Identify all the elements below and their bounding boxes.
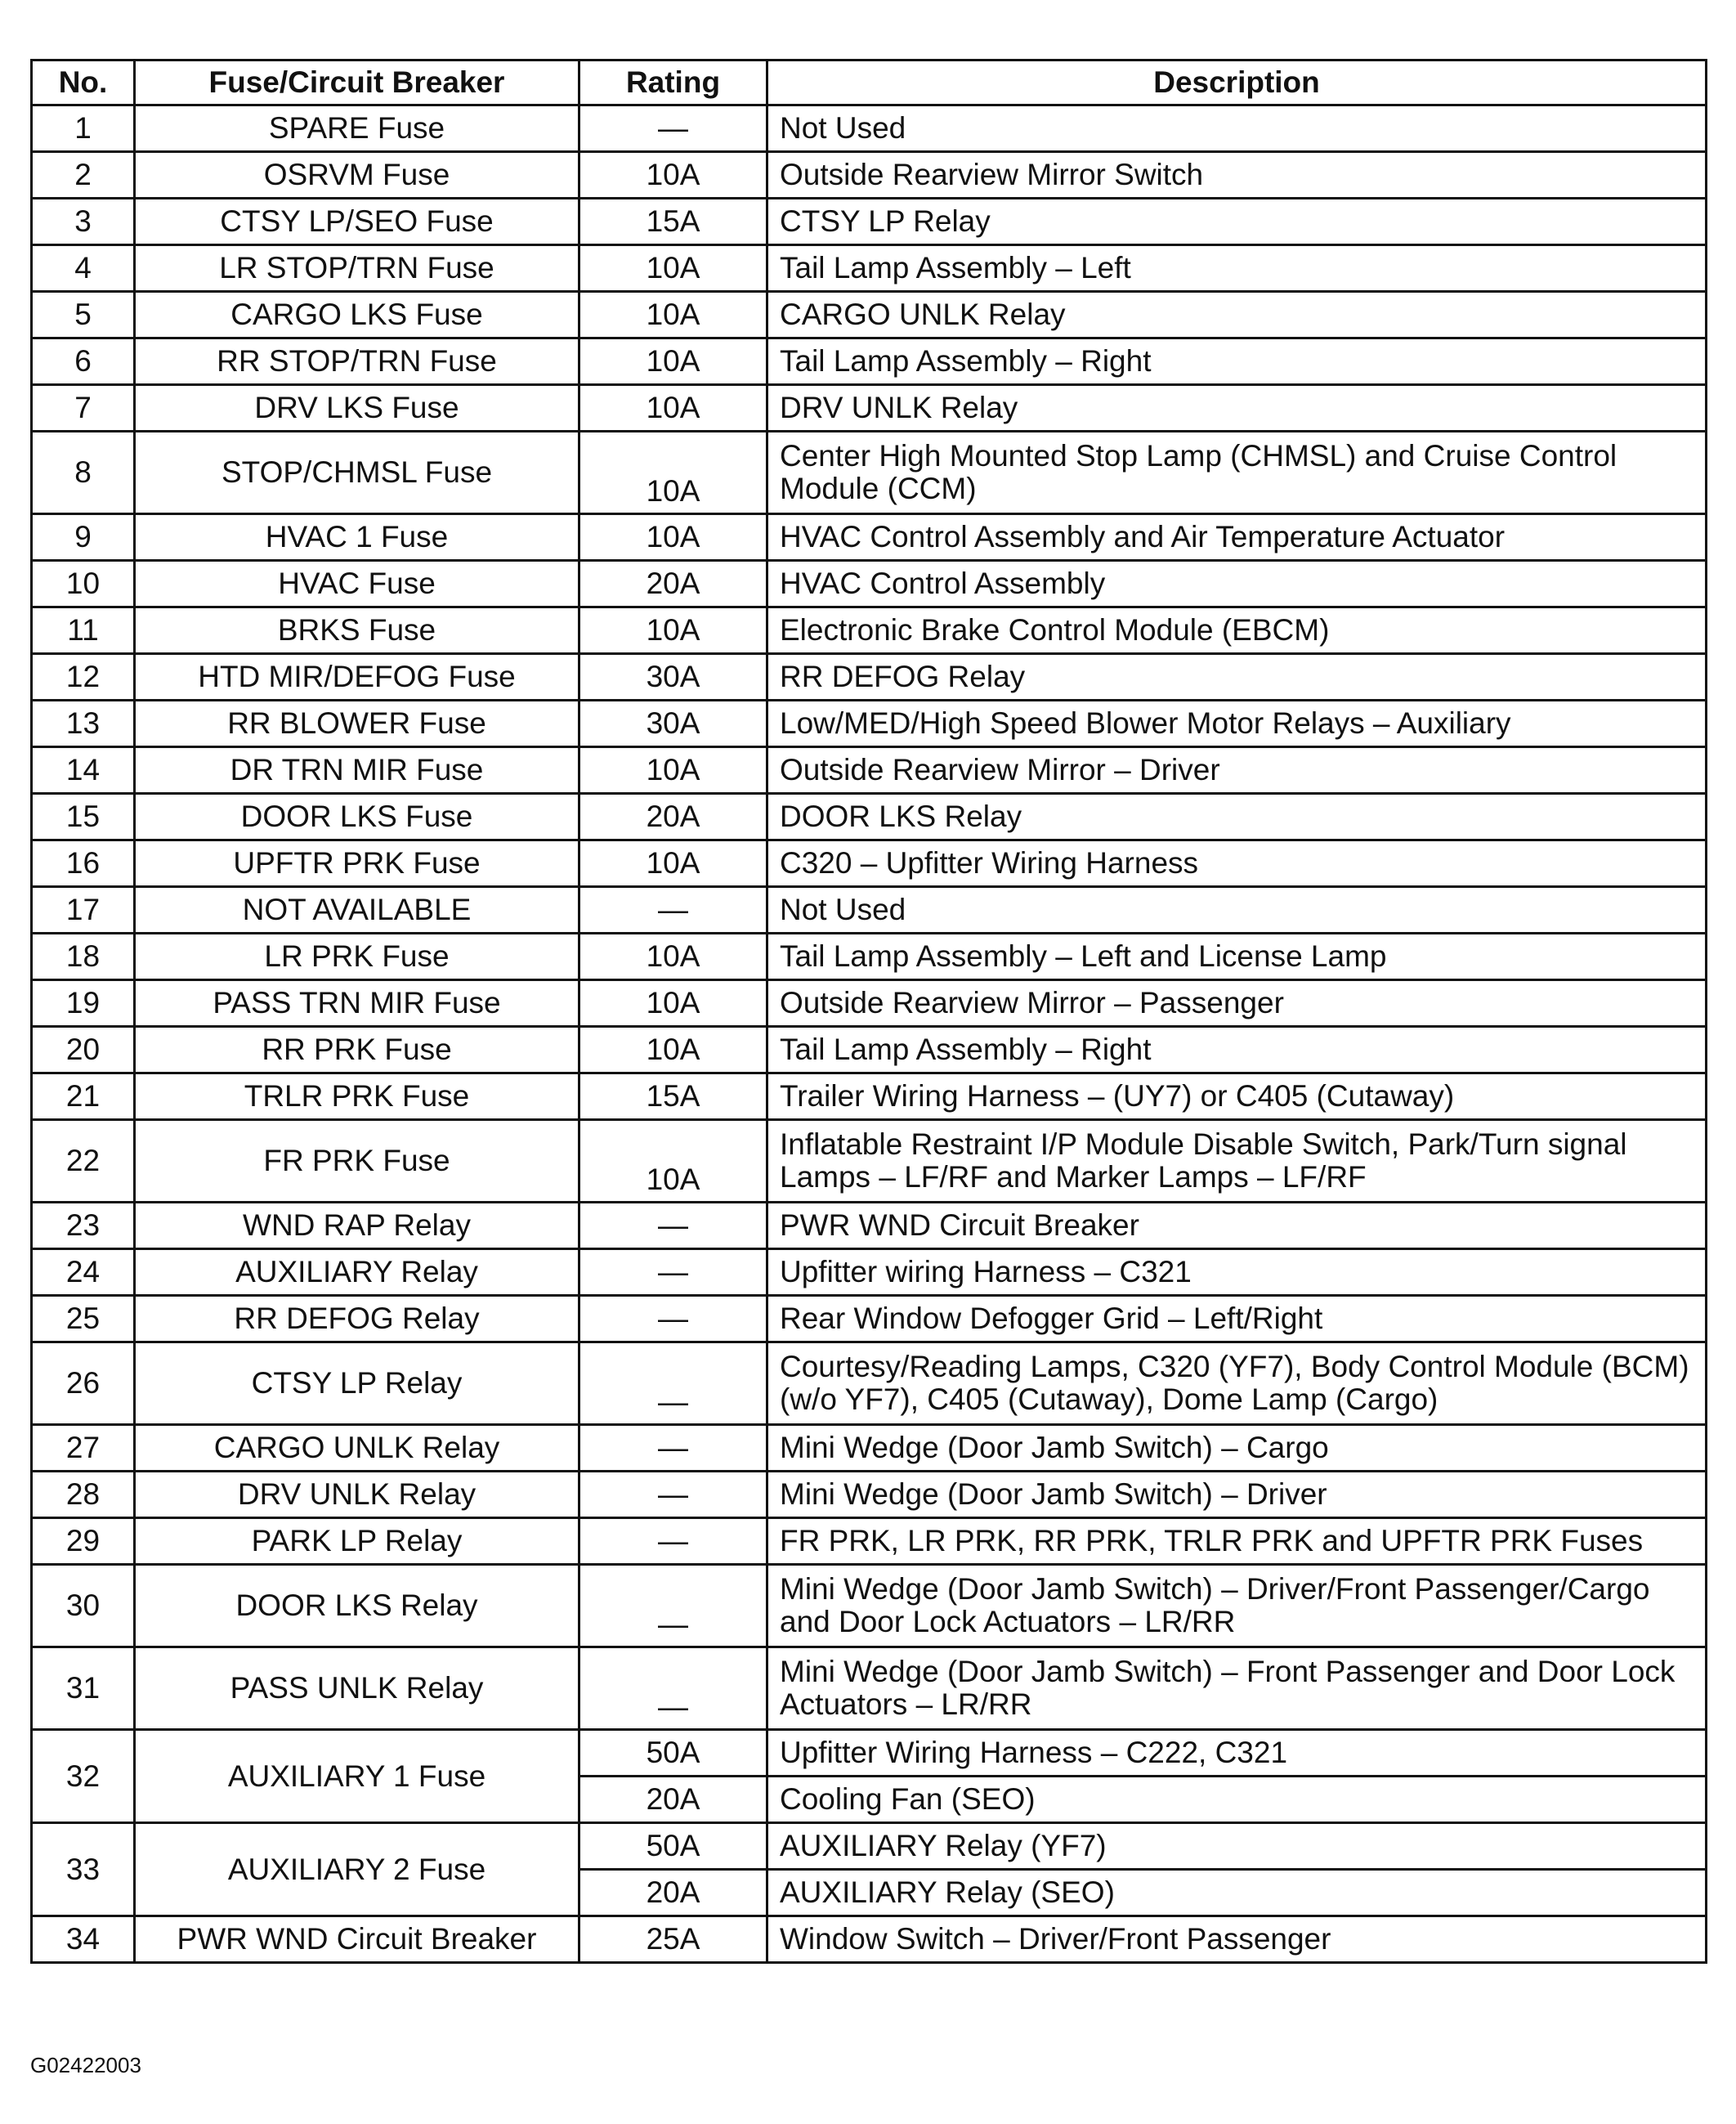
fuse-name: RR DEFOG Relay xyxy=(135,1296,579,1342)
fuse-rating: — xyxy=(579,1425,767,1472)
table-row xyxy=(32,1425,1707,1472)
fuse-description: Mini Wedge (Door Jamb Switch) – Driver/Front Passenger/Cargo and Door Lock Actuators – LR/RR xyxy=(767,1565,1707,1647)
fuse-description: Cooling Fan (SEO) xyxy=(767,1777,1707,1823)
fuse-number: 16 xyxy=(32,840,135,887)
fuse-name: AUXILIARY 2 Fuse xyxy=(135,1823,579,1916)
fuse-name: RR STOP/TRN Fuse xyxy=(135,338,579,385)
fuse-description: AUXILIARY Relay (SEO) xyxy=(767,1870,1707,1916)
fuse-rating: 10A xyxy=(579,1027,767,1073)
fuse-name: PASS TRN MIR Fuse xyxy=(135,980,579,1027)
fuse-name: DRV LKS Fuse xyxy=(135,385,579,432)
fuse-number: 25 xyxy=(32,1296,135,1342)
fuse-rating: 15A xyxy=(579,199,767,245)
fuse-rating: 10A xyxy=(579,747,767,794)
fuse-description: Upfitter Wiring Harness – C222, C321 xyxy=(767,1730,1707,1777)
fuse-rating: 10A xyxy=(579,338,767,385)
fuse-name: BRKS Fuse xyxy=(135,607,579,654)
fuse-number: 24 xyxy=(32,1249,135,1296)
fuse-description: CTSY LP Relay xyxy=(767,199,1707,245)
fuse-number: 33 xyxy=(32,1823,135,1916)
header-row xyxy=(32,60,1707,105)
fuse-name: DOOR LKS Relay xyxy=(135,1565,579,1647)
fuse-rating: 10A xyxy=(579,385,767,432)
fuse-description: Upfitter wiring Harness – C321 xyxy=(767,1249,1707,1296)
fuse-rating: — xyxy=(579,1565,767,1647)
table-row xyxy=(32,245,1707,292)
fuse-description: Outside Rearview Mirror – Passenger xyxy=(767,980,1707,1027)
fuse-table xyxy=(30,59,1707,1964)
table-row xyxy=(32,1823,1707,1870)
header-rating: Rating xyxy=(579,60,767,105)
fuse-description: FR PRK, LR PRK, RR PRK, TRLR PRK and UPFTR PRK Fuses xyxy=(767,1518,1707,1565)
fuse-number: 20 xyxy=(32,1027,135,1073)
fuse-rating: 10A xyxy=(579,245,767,292)
fuse-number: 14 xyxy=(32,747,135,794)
fuse-rating: — xyxy=(579,105,767,152)
fuse-rating: — xyxy=(579,1518,767,1565)
fuse-rating: — xyxy=(579,1296,767,1342)
fuse-description: PWR WND Circuit Breaker xyxy=(767,1203,1707,1249)
table-row xyxy=(32,1120,1707,1203)
table-row xyxy=(32,292,1707,338)
fuse-name: PASS UNLK Relay xyxy=(135,1647,579,1730)
table-row xyxy=(32,105,1707,152)
fuse-number: 12 xyxy=(32,654,135,701)
table-body xyxy=(32,105,1707,1963)
fuse-rating: 20A xyxy=(579,794,767,840)
fuse-name: HVAC 1 Fuse xyxy=(135,514,579,561)
table-row xyxy=(32,1730,1707,1777)
fuse-description: RR DEFOG Relay xyxy=(767,654,1707,701)
fuse-description: Not Used xyxy=(767,887,1707,934)
fuse-name: WND RAP Relay xyxy=(135,1203,579,1249)
fuse-rating: 10A xyxy=(579,432,767,514)
fuse-number: 19 xyxy=(32,980,135,1027)
fuse-description: Window Switch – Driver/Front Passenger xyxy=(767,1916,1707,1963)
fuse-name: SPARE Fuse xyxy=(135,105,579,152)
fuse-number: 15 xyxy=(32,794,135,840)
fuse-name: LR STOP/TRN Fuse xyxy=(135,245,579,292)
fuse-description: Outside Rearview Mirror – Driver xyxy=(767,747,1707,794)
table-row xyxy=(32,701,1707,747)
fuse-rating: 10A xyxy=(579,840,767,887)
fuse-name: HTD MIR/DEFOG Fuse xyxy=(135,654,579,701)
fuse-name: NOT AVAILABLE xyxy=(135,887,579,934)
fuse-number: 2 xyxy=(32,152,135,199)
fuse-number: 31 xyxy=(32,1647,135,1730)
header-no: No. xyxy=(32,60,135,105)
table-row xyxy=(32,887,1707,934)
fuse-number: 5 xyxy=(32,292,135,338)
table-row xyxy=(32,199,1707,245)
fuse-name: OSRVM Fuse xyxy=(135,152,579,199)
fuse-description: AUXILIARY Relay (YF7) xyxy=(767,1823,1707,1870)
fuse-description: Not Used xyxy=(767,105,1707,152)
table-row xyxy=(32,1472,1707,1518)
fuse-number: 28 xyxy=(32,1472,135,1518)
fuse-name: UPFTR PRK Fuse xyxy=(135,840,579,887)
fuse-rating: 20A xyxy=(579,1870,767,1916)
fuse-number: 1 xyxy=(32,105,135,152)
fuse-rating: 15A xyxy=(579,1073,767,1120)
fuse-description: Courtesy/Reading Lamps, C320 (YF7), Body Control Module (BCM) (w/o YF7), C405 (Cutaway), Dome Lamp (Cargo) xyxy=(767,1342,1707,1425)
fuse-description: Trailer Wiring Harness – (UY7) or C405 (Cutaway) xyxy=(767,1073,1707,1120)
table-row xyxy=(32,747,1707,794)
table-row xyxy=(32,385,1707,432)
fuse-name: STOP/CHMSL Fuse xyxy=(135,432,579,514)
table-row xyxy=(32,1518,1707,1565)
fuse-number: 34 xyxy=(32,1916,135,1963)
fuse-rating: 30A xyxy=(579,701,767,747)
fuse-description: Tail Lamp Assembly – Left xyxy=(767,245,1707,292)
fuse-rating: 10A xyxy=(579,292,767,338)
fuse-name: DRV UNLK Relay xyxy=(135,1472,579,1518)
fuse-name: TRLR PRK Fuse xyxy=(135,1073,579,1120)
fuse-description: DRV UNLK Relay xyxy=(767,385,1707,432)
fuse-number: 13 xyxy=(32,701,135,747)
fuse-number: 30 xyxy=(32,1565,135,1647)
fuse-description: Mini Wedge (Door Jamb Switch) – Driver xyxy=(767,1472,1707,1518)
table-row xyxy=(32,980,1707,1027)
fuse-number: 6 xyxy=(32,338,135,385)
table-row xyxy=(32,1027,1707,1073)
table-row xyxy=(32,794,1707,840)
fuse-number: 9 xyxy=(32,514,135,561)
table-row xyxy=(32,561,1707,607)
fuse-number: 10 xyxy=(32,561,135,607)
image-code: G02422003 xyxy=(30,2053,141,2077)
fuse-number: 32 xyxy=(32,1730,135,1823)
fuse-name: DR TRN MIR Fuse xyxy=(135,747,579,794)
fuse-number: 23 xyxy=(32,1203,135,1249)
table-row xyxy=(32,1073,1707,1120)
fuse-rating: — xyxy=(579,1647,767,1730)
fuse-name: FR PRK Fuse xyxy=(135,1120,579,1203)
fuse-description: Mini Wedge (Door Jamb Switch) – Front Passenger and Door Lock Actuators – LR/RR xyxy=(767,1647,1707,1730)
fuse-rating: 10A xyxy=(579,980,767,1027)
fuse-description: Inflatable Restraint I/P Module Disable Switch, Park/Turn signal Lamps – LF/RF and Marker Lamps – LF/RF xyxy=(767,1120,1707,1203)
fuse-description: Outside Rearview Mirror Switch xyxy=(767,152,1707,199)
fuse-description: C320 – Upfitter Wiring Harness xyxy=(767,840,1707,887)
table-row xyxy=(32,514,1707,561)
fuse-number: 4 xyxy=(32,245,135,292)
table-row xyxy=(32,607,1707,654)
fuse-name: LR PRK Fuse xyxy=(135,934,579,980)
fuse-rating: — xyxy=(579,1249,767,1296)
fuse-rating: 10A xyxy=(579,152,767,199)
header-description: Description xyxy=(767,60,1707,105)
fuse-rating: 10A xyxy=(579,934,767,980)
table-row xyxy=(32,1203,1707,1249)
table-row xyxy=(32,1296,1707,1342)
fuse-description: HVAC Control Assembly xyxy=(767,561,1707,607)
fuse-description: Low/MED/High Speed Blower Motor Relays – Auxiliary xyxy=(767,701,1707,747)
fuse-description: DOOR LKS Relay xyxy=(767,794,1707,840)
fuse-name: AUXILIARY 1 Fuse xyxy=(135,1730,579,1823)
fuse-name: DOOR LKS Fuse xyxy=(135,794,579,840)
fuse-description: HVAC Control Assembly and Air Temperature Actuator xyxy=(767,514,1707,561)
table-header xyxy=(32,60,1707,105)
fuse-rating: 30A xyxy=(579,654,767,701)
fuse-name: AUXILIARY Relay xyxy=(135,1249,579,1296)
table-row xyxy=(32,338,1707,385)
fuse-rating: 10A xyxy=(579,607,767,654)
table-row xyxy=(32,654,1707,701)
fuse-number: 22 xyxy=(32,1120,135,1203)
fuse-rating: 50A xyxy=(579,1823,767,1870)
table-row xyxy=(32,1342,1707,1425)
header-fuse: Fuse/Circuit Breaker xyxy=(135,60,579,105)
fuse-description: Center High Mounted Stop Lamp (CHMSL) and Cruise Control Module (CCM) xyxy=(767,432,1707,514)
table-row xyxy=(32,1565,1707,1647)
fuse-rating: 25A xyxy=(579,1916,767,1963)
fuse-description: Electronic Brake Control Module (EBCM) xyxy=(767,607,1707,654)
fuse-rating: — xyxy=(579,887,767,934)
fuse-number: 17 xyxy=(32,887,135,934)
fuse-rating: — xyxy=(579,1472,767,1518)
table-row xyxy=(32,1916,1707,1963)
fuse-number: 3 xyxy=(32,199,135,245)
fuse-name: HVAC Fuse xyxy=(135,561,579,607)
table-row xyxy=(32,934,1707,980)
fuse-name: PARK LP Relay xyxy=(135,1518,579,1565)
fuse-number: 29 xyxy=(32,1518,135,1565)
table-row xyxy=(32,840,1707,887)
fuse-rating: 10A xyxy=(579,1120,767,1203)
fuse-description: Tail Lamp Assembly – Right xyxy=(767,338,1707,385)
fuse-name: CTSY LP Relay xyxy=(135,1342,579,1425)
fuse-number: 11 xyxy=(32,607,135,654)
fuse-rating: 20A xyxy=(579,1777,767,1823)
fuse-number: 7 xyxy=(32,385,135,432)
table-row xyxy=(32,1249,1707,1296)
fuse-name: CARGO LKS Fuse xyxy=(135,292,579,338)
fuse-description: Tail Lamp Assembly – Right xyxy=(767,1027,1707,1073)
fuse-name: CTSY LP/SEO Fuse xyxy=(135,199,579,245)
fuse-name: PWR WND Circuit Breaker xyxy=(135,1916,579,1963)
fuse-rating: — xyxy=(579,1342,767,1425)
fuse-rating: 50A xyxy=(579,1730,767,1777)
fuse-description: Tail Lamp Assembly – Left and License Lamp xyxy=(767,934,1707,980)
fuse-rating: 10A xyxy=(579,514,767,561)
fuse-name: CARGO UNLK Relay xyxy=(135,1425,579,1472)
fuse-description: Rear Window Defogger Grid – Left/Right xyxy=(767,1296,1707,1342)
fuse-number: 8 xyxy=(32,432,135,514)
fuse-number: 21 xyxy=(32,1073,135,1120)
fuse-rating: — xyxy=(579,1203,767,1249)
table-row xyxy=(32,432,1707,514)
table-row xyxy=(32,1647,1707,1730)
fuse-number: 26 xyxy=(32,1342,135,1425)
fuse-name: RR BLOWER Fuse xyxy=(135,701,579,747)
fuse-number: 27 xyxy=(32,1425,135,1472)
fuse-description: Mini Wedge (Door Jamb Switch) – Cargo xyxy=(767,1425,1707,1472)
fuse-rating: 20A xyxy=(579,561,767,607)
table-row xyxy=(32,152,1707,199)
fuse-number: 18 xyxy=(32,934,135,980)
fuse-description: CARGO UNLK Relay xyxy=(767,292,1707,338)
fuse-name: RR PRK Fuse xyxy=(135,1027,579,1073)
